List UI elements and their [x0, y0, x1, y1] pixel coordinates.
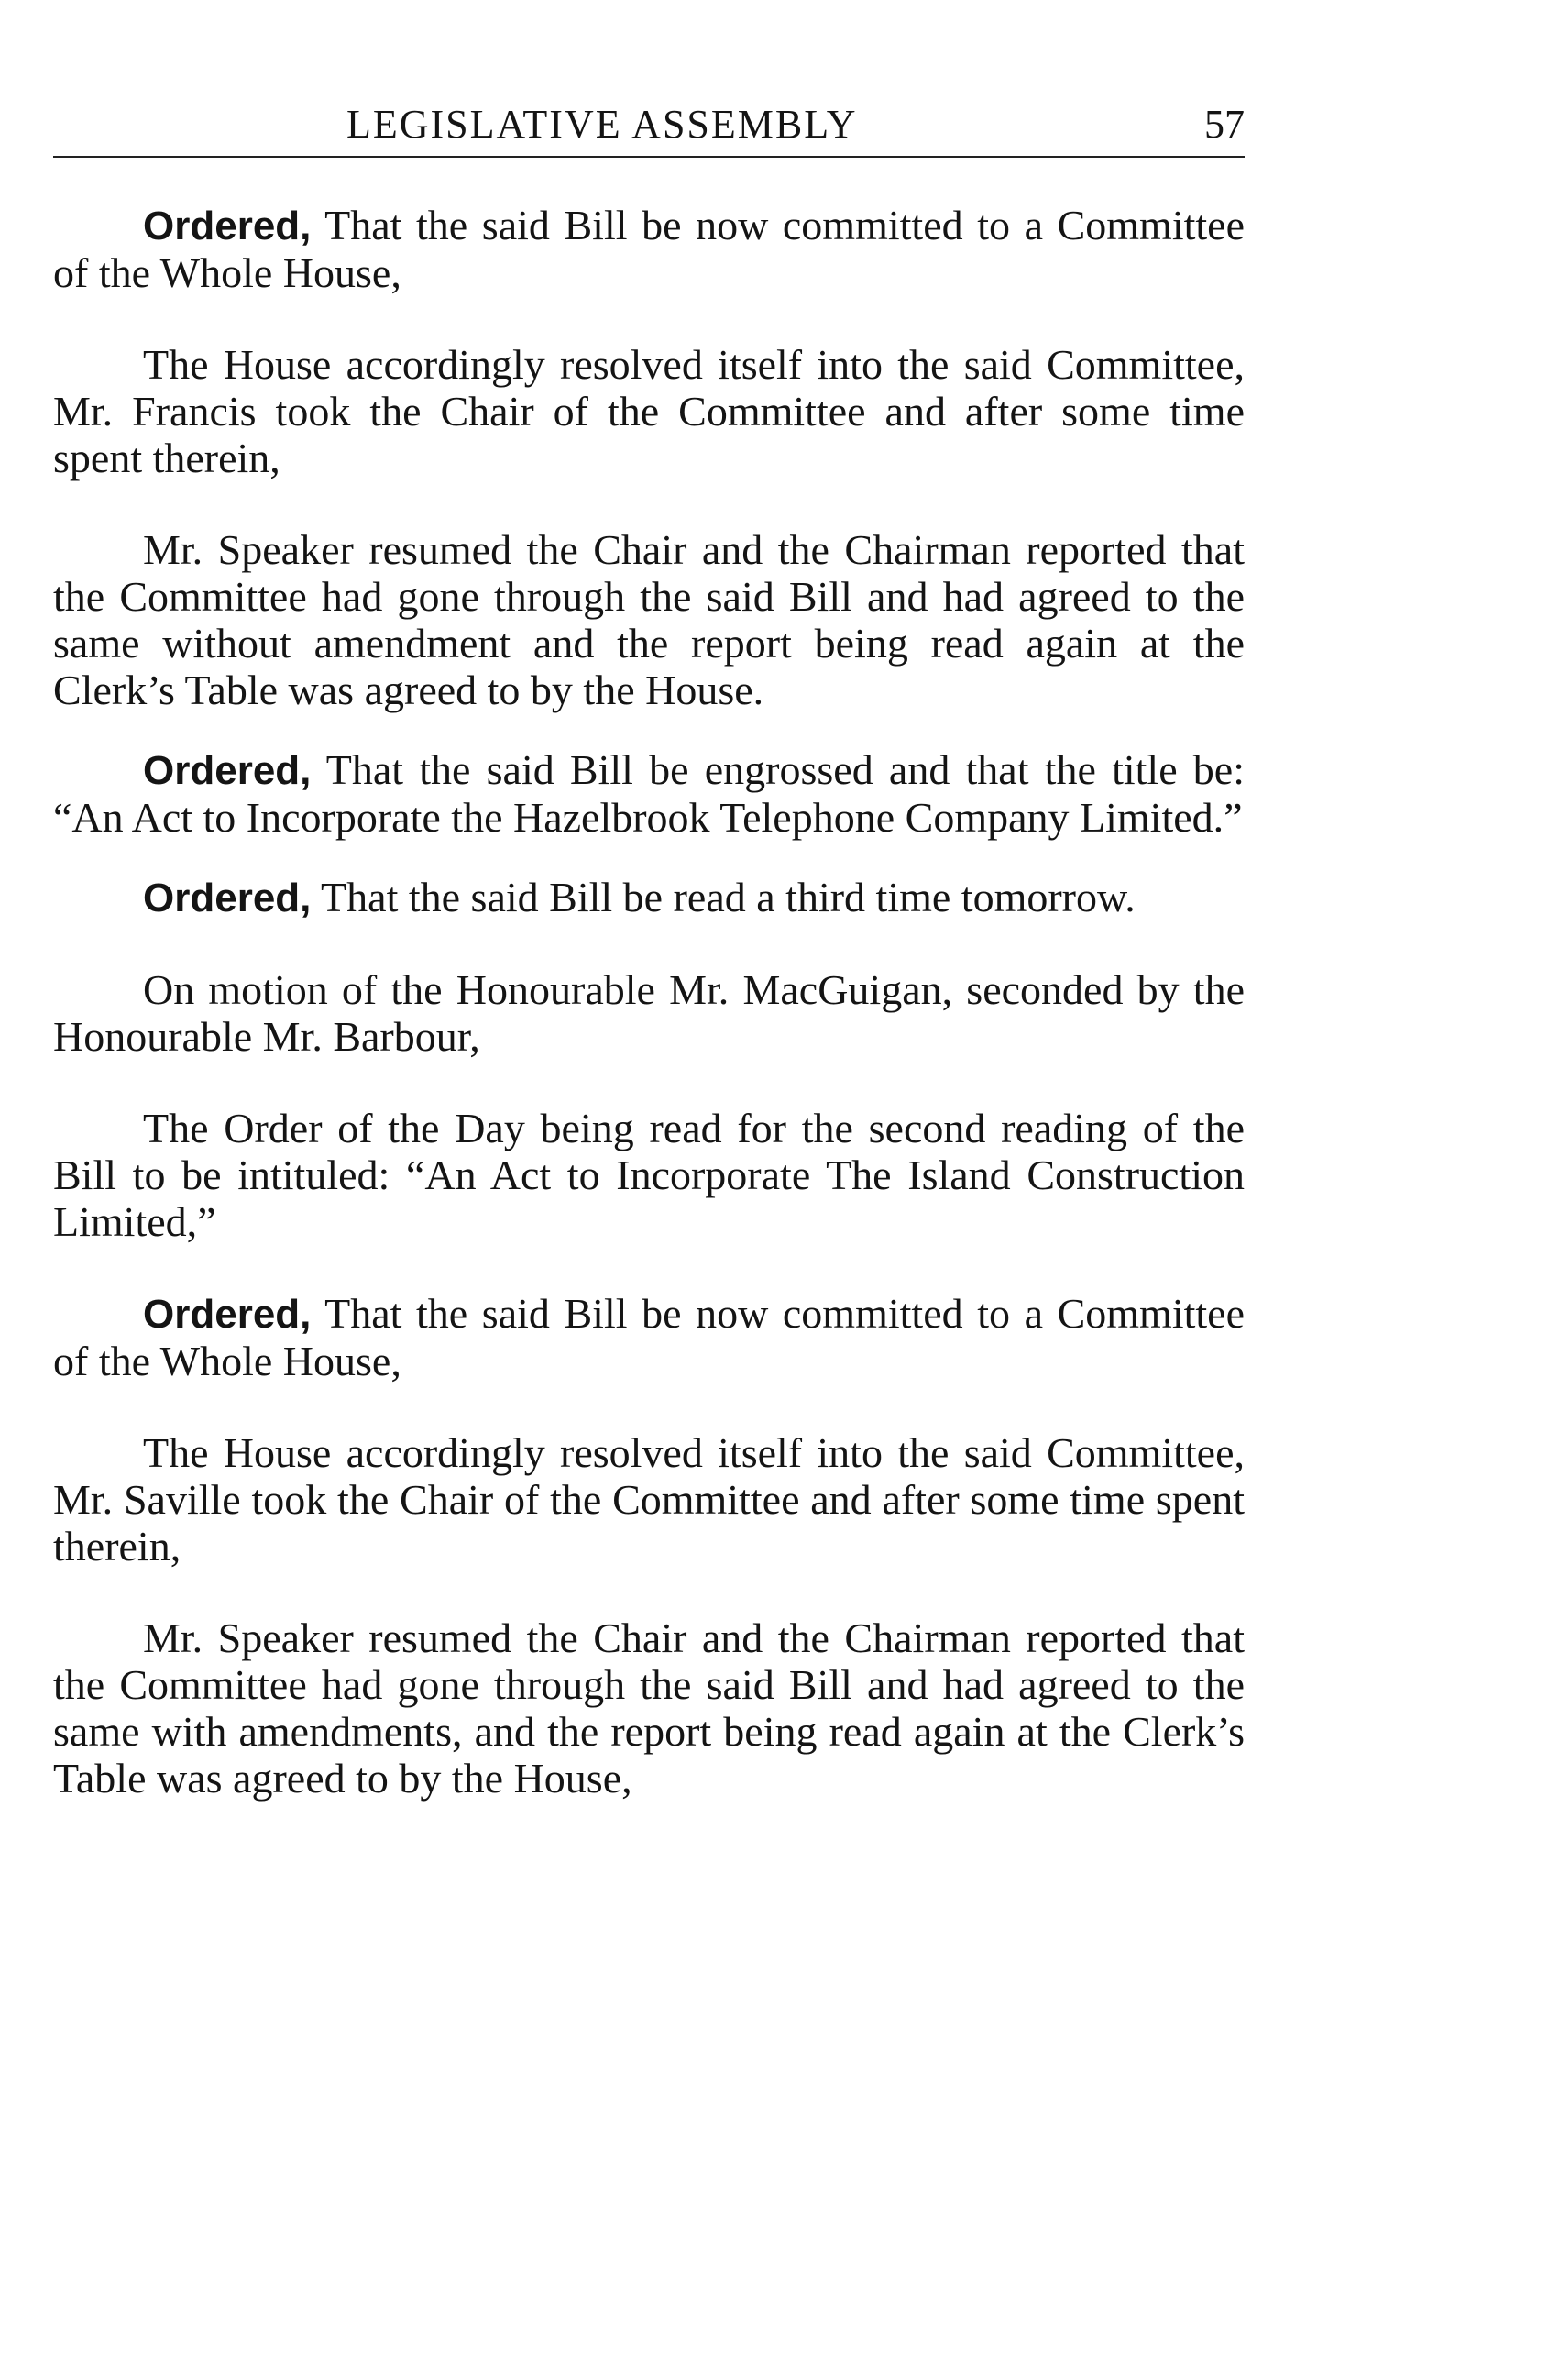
page-body: [53, 202, 1245, 1802]
paragraph-text: The Order of the Day being read for the second reading of the Bill to be intituled: “An Act to Incorporate The Island Construction Limited,”: [53, 1105, 1245, 1245]
paragraph-text: That the said Bill be now committed to a Committee of the Whole House,: [53, 1290, 1245, 1384]
ordered-label: Ordered,: [143, 204, 312, 248]
paragraph-text: On motion of the Honourable Mr. MacGuigan, seconded by the Honourable Mr. Barbour,: [53, 966, 1245, 1060]
paragraph-1: [53, 202, 1245, 296]
paragraph-text: Mr. Speaker resumed the Chair and the Chairman reported that the Committee had gone through the said Bill and had agreed to the same without amendment and the report being read again at the Clerk’s Table was agreed to by the House.: [53, 526, 1245, 713]
paragraph-7: [53, 1105, 1245, 1245]
ordered-label: Ordered,: [143, 876, 312, 920]
paragraph-text: That the said Bill be read a third time tomorrow.: [311, 874, 1136, 920]
paragraph-9: [53, 1429, 1245, 1570]
paragraph-text: That the said Bill be now committed to a Committee of the Whole House,: [53, 202, 1245, 296]
page-header: [53, 92, 1245, 158]
running-head: LEGISLATIVE ASSEMBLY: [346, 102, 858, 147]
ordered-label: Ordered,: [143, 748, 312, 793]
paragraph-text: The House accordingly resolved itself into the said Committee, Mr. Francis took the Chair of the Committee and after some time spent therein,: [53, 341, 1245, 481]
page-number: 57: [1204, 102, 1245, 147]
paragraph-10: [53, 1614, 1245, 1802]
journal-page: [53, 92, 1245, 1846]
paragraph-text: Mr. Speaker resumed the Chair and the Chairman reported that the Committee had gone through the said Bill and had agreed to the same with amendments, and the report being read again at the Clerk’s Table was agreed to by the House,: [53, 1614, 1245, 1802]
paragraph-3: [53, 526, 1245, 713]
paragraph-text: That the said Bill be engrossed and that the title be: “An Act to Incorporate the Hazelbrook Telephone Company Limited.”: [53, 746, 1245, 841]
paragraph-4: [53, 746, 1245, 841]
paragraph-text: The House accordingly resolved itself into the said Committee, Mr. Saville took the Chair of the Committee and after some time spent therein,: [53, 1429, 1245, 1570]
paragraph-8: [53, 1290, 1245, 1384]
paragraph-5: [53, 874, 1245, 921]
ordered-label: Ordered,: [143, 1292, 312, 1337]
paragraph-2: [53, 341, 1245, 481]
paragraph-6: [53, 966, 1245, 1060]
